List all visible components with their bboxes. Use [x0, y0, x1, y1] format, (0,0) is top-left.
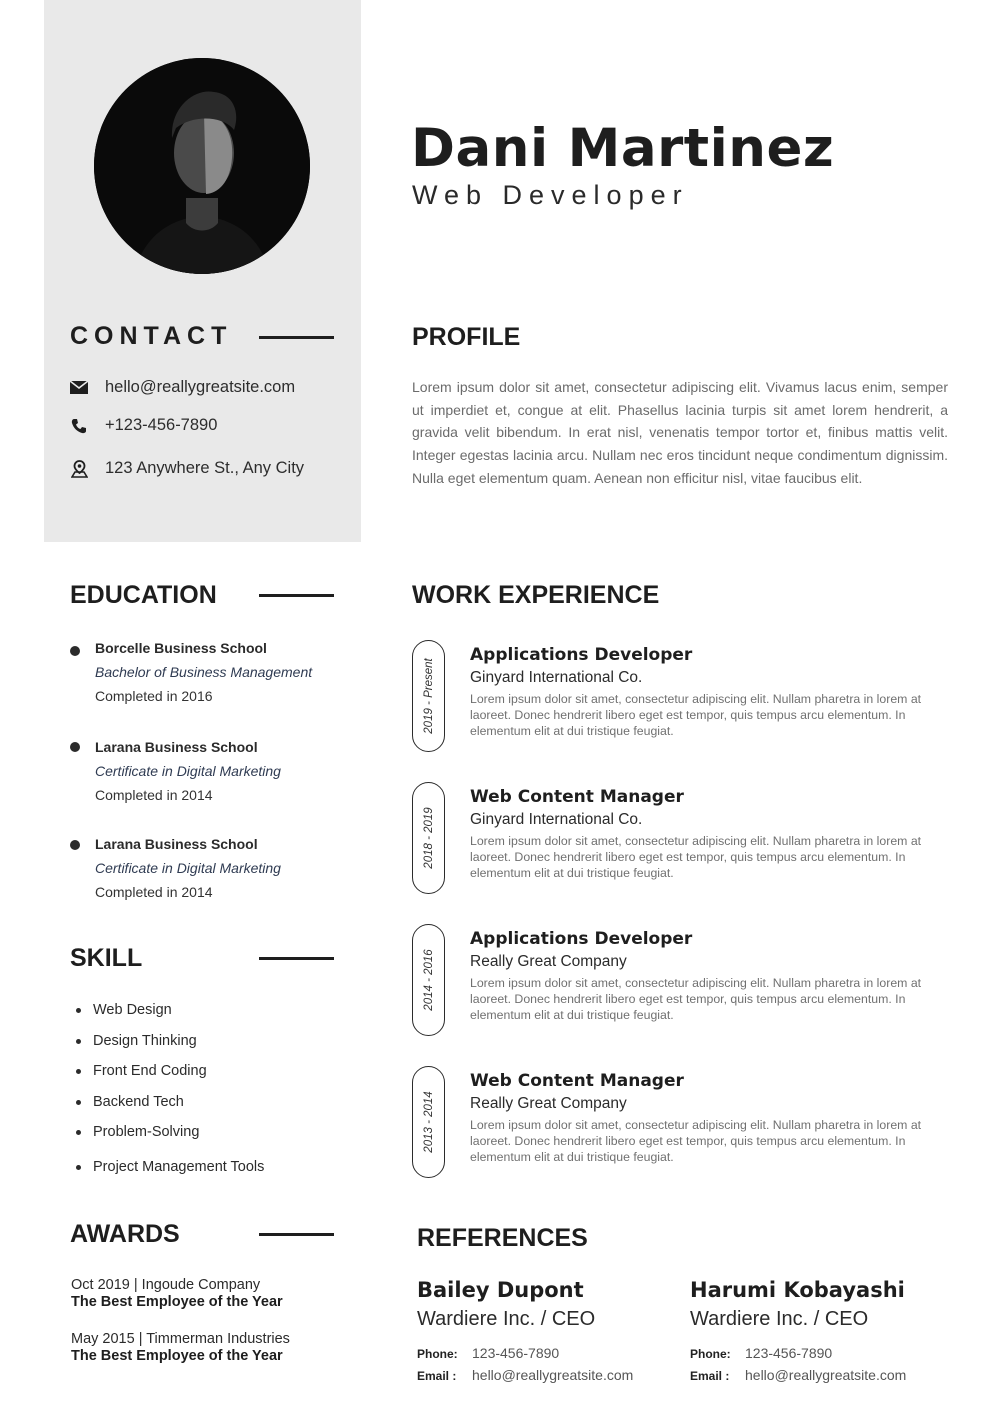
education-degree: Certificate in Digital Marketing [95, 860, 281, 876]
contact-phone: +123-456-7890 [105, 416, 218, 434]
skill-list [76, 998, 264, 1186]
reference-card [417, 1276, 687, 1387]
reference-name: Bailey Dupont [417, 1278, 584, 1302]
job-description: Lorem ipsum dolor sit amet, consectetur adipiscing elit. Nullam pharetra in lorem at laoreet. Donec hendrerit libero eget est tempor, quis tempus arcu elementum. In elementum elit at dui tristique feugiat. [470, 1118, 922, 1164]
job-title: Applications Developer [470, 645, 693, 665]
period-pill [412, 640, 445, 752]
contact-heading: CONTACT [70, 322, 233, 350]
job-description: Lorem ipsum dolor sit amet, consectetur adipiscing elit. Nullam pharetra in lorem at laoreet. Donec hendrerit libero eget est tempor, quis tempus arcu elementum. In elementum elit at dui tristique feugiat. [470, 976, 922, 1022]
reference-phone-row [417, 1343, 687, 1365]
skill-item: Web Design [76, 998, 264, 1029]
person-silhouette-icon [94, 58, 310, 274]
award-item [71, 1331, 290, 1365]
profile-heading: PROFILE [412, 323, 521, 351]
contact-email-row[interactable] [68, 378, 295, 397]
job-entry [470, 928, 960, 1023]
profile-text: Lorem ipsum dolor sit amet, consectetur adipiscing elit. Vivamus lacus enim, semper ut imperdiet et, congue at elit. Phasellus lacinia turpis sit amet lorem hendrerit, a gravida velit bibendum. In erat nisl, venenatis tempor tortor et, finibus mattis velit. Integer egestas lacinia arcu. Nullam nec eros tincidunt neque condimentum dignissim. Nulla eget elementum quam. Aenean non efficitur nisl, vitae faucibus elit. [412, 379, 948, 486]
job-description: Lorem ipsum dolor sit amet, consectetur adipiscing elit. Nullam pharetra in lorem at laoreet. Donec hendrerit libero eget est tempor, quis tempus arcu elementum. In elementum elit at dui tristique feugiat. [470, 692, 922, 738]
envelope-icon [68, 379, 90, 397]
period-label: 2014 - 2016 [422, 949, 435, 1011]
contact-address: 123 Anywhere St., Any City [105, 459, 305, 477]
skill-item: Project Management Tools [76, 1155, 264, 1186]
job-title: Web Content Manager [470, 1071, 684, 1091]
job-title: Applications Developer [470, 929, 693, 949]
work-experience-heading: WORK EXPERIENCE [412, 581, 660, 609]
skill-item: Backend Tech [76, 1090, 264, 1121]
period-label: 2018 - 2019 [422, 807, 435, 869]
reference-email-label: Email : [417, 1369, 457, 1383]
awards-heading: AWARDS [70, 1220, 180, 1248]
job-entry [470, 786, 960, 881]
job-title: Web Content Manager [470, 787, 684, 807]
skill-divider [259, 957, 334, 960]
period-pill [412, 924, 445, 1036]
period-pill [412, 1066, 445, 1178]
reference-email-label: Email : [690, 1369, 730, 1383]
job-description: Lorem ipsum dolor sit amet, consectetur adipiscing elit. Nullam pharetra in lorem at laoreet. Donec hendrerit libero eget est tempor, quis tempus arcu elementum. In elementum elit at dui tristique feugiat. [470, 834, 922, 880]
job-company: Really Great Company [470, 953, 627, 970]
reference-phone-label: Phone: [417, 1347, 458, 1361]
award-date-org: May 2015 | Timmerman Industries [71, 1331, 290, 1347]
period-label: 2013 - 2014 [422, 1091, 435, 1153]
phone-icon [68, 417, 90, 435]
reference-email[interactable]: hello@reallygreatsite.com [745, 1367, 907, 1383]
skill-heading: SKILL [70, 944, 143, 972]
reference-phone: 123-456-7890 [745, 1345, 833, 1361]
job-entry [470, 644, 960, 739]
profile-photo [94, 58, 310, 274]
person-name: Dani Martinez [411, 118, 835, 179]
education-item [70, 832, 350, 904]
education-heading: EDUCATION [70, 581, 217, 609]
bullet-dot-icon [70, 840, 80, 850]
education-year: Completed in 2016 [95, 688, 213, 704]
reference-phone-row [690, 1343, 960, 1365]
bullet-dot-icon [70, 742, 80, 752]
contact-divider [259, 336, 334, 339]
reference-phone-label: Phone: [690, 1347, 731, 1361]
education-year: Completed in 2014 [95, 884, 213, 900]
education-degree: Certificate in Digital Marketing [95, 763, 281, 779]
job-company: Ginyard International Co. [470, 669, 643, 686]
map-pin-icon [68, 460, 90, 478]
skill-item: Problem-Solving [76, 1120, 264, 1151]
reference-email[interactable]: hello@reallygreatsite.com [472, 1367, 634, 1383]
reference-phone: 123-456-7890 [472, 1345, 560, 1361]
award-title: The Best Employee of the Year [71, 1348, 283, 1364]
education-item [70, 636, 350, 708]
skill-item: Design Thinking [76, 1029, 264, 1060]
contact-email: hello@reallygreatsite.com [105, 378, 296, 396]
award-title: The Best Employee of the Year [71, 1294, 283, 1310]
contact-phone-row[interactable] [68, 416, 217, 435]
education-year: Completed in 2014 [95, 787, 213, 803]
reference-org: Wardiere Inc. / CEO [417, 1308, 596, 1330]
education-school: Larana Business School [95, 739, 258, 755]
period-pill [412, 782, 445, 894]
education-school: Borcelle Business School [95, 640, 267, 656]
job-company: Really Great Company [470, 1095, 627, 1112]
reference-email-row [417, 1365, 687, 1387]
awards-divider [259, 1233, 334, 1236]
reference-card [690, 1276, 960, 1387]
award-item [71, 1277, 283, 1311]
period-label: 2019 - Present [422, 658, 435, 734]
reference-org: Wardiere Inc. / CEO [690, 1308, 869, 1330]
bullet-dot-icon [70, 646, 80, 656]
education-item [70, 735, 350, 807]
award-date-org: Oct 2019 | Ingoude Company [71, 1277, 261, 1293]
job-entry [470, 1070, 960, 1165]
references-heading: REFERENCES [417, 1224, 588, 1252]
contact-address-row[interactable] [68, 459, 304, 478]
education-school: Larana Business School [95, 836, 258, 852]
job-role: Web Developer [412, 180, 689, 210]
education-divider [259, 594, 334, 597]
reference-name: Harumi Kobayashi [690, 1278, 905, 1302]
skill-item: Front End Coding [76, 1059, 264, 1090]
education-degree: Bachelor of Business Management [95, 664, 313, 680]
reference-email-row [690, 1365, 960, 1387]
job-company: Ginyard International Co. [470, 811, 643, 828]
